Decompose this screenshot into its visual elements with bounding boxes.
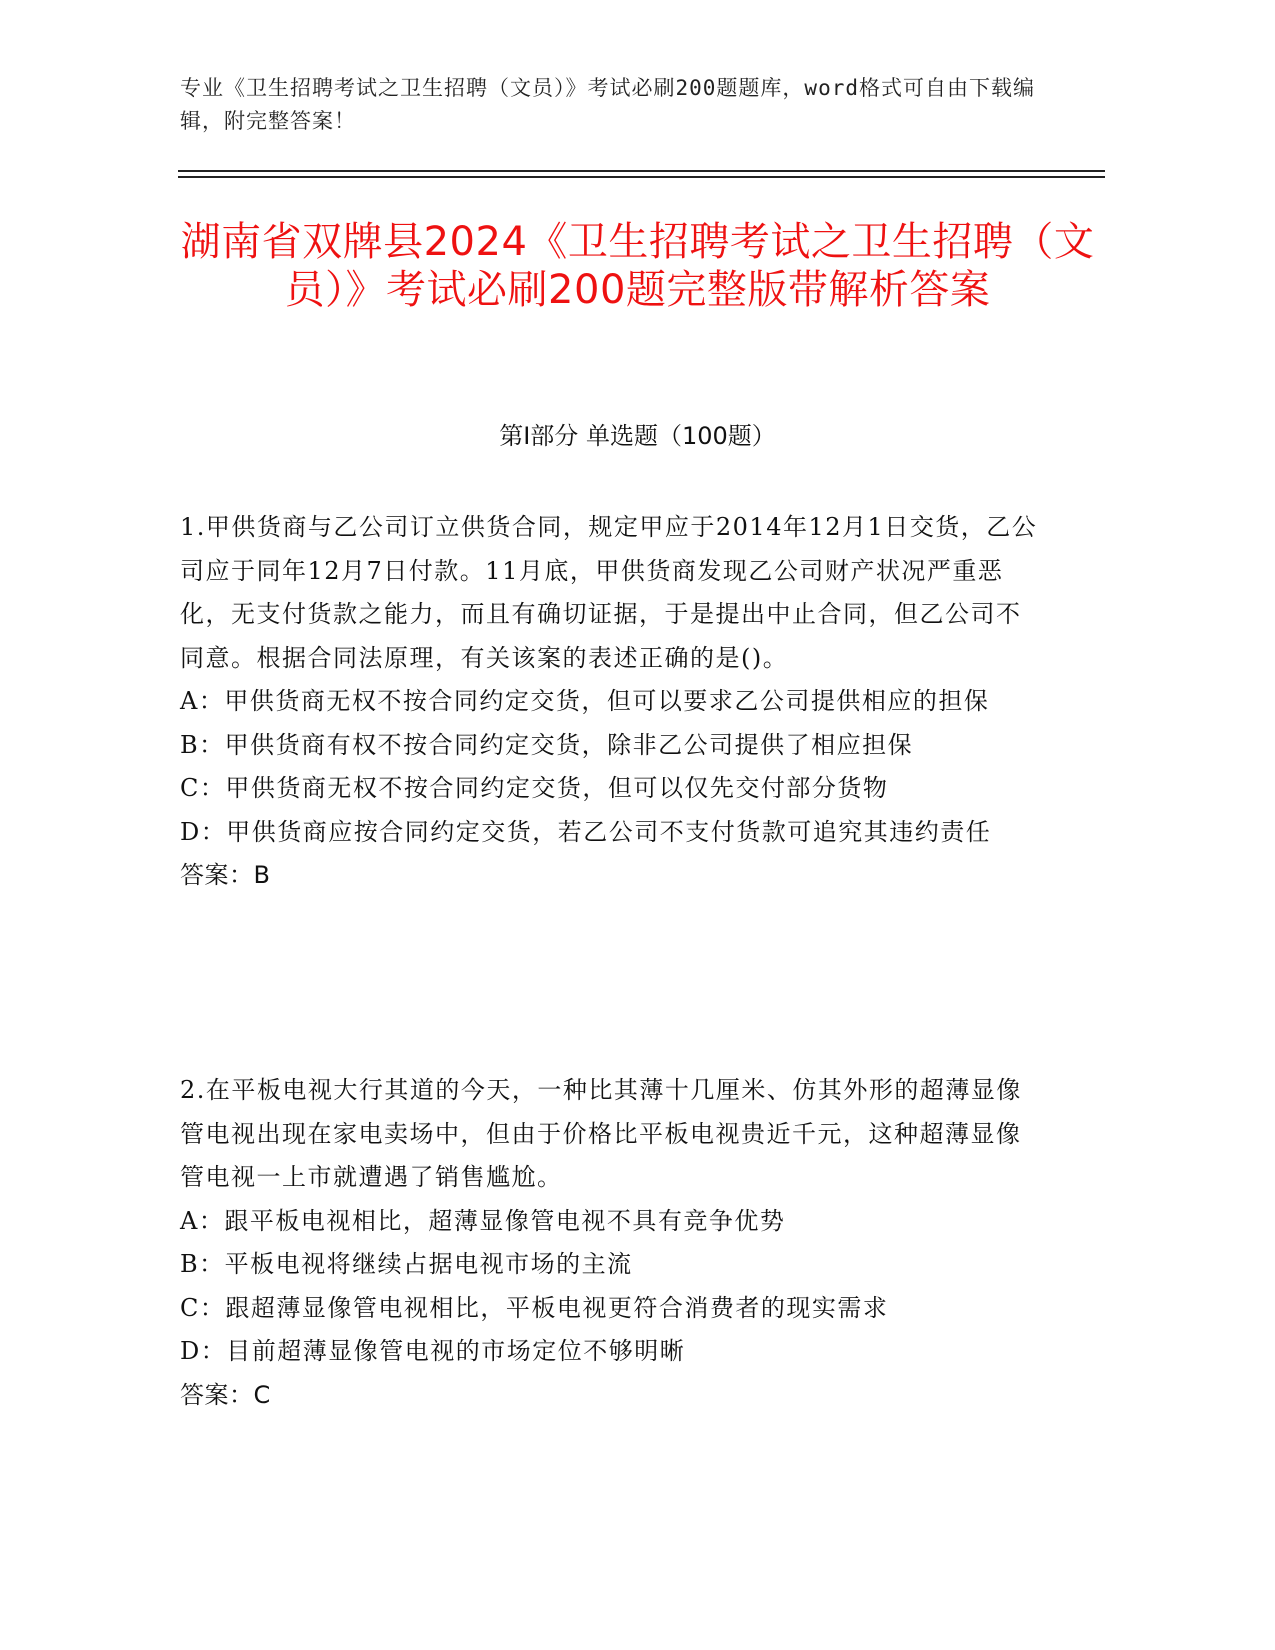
answer: 答案：C	[180, 1380, 271, 1409]
question-1	[180, 506, 1040, 898]
option-b: B：甲供货商有权不按合同约定交货，除非乙公司提供了相应担保	[180, 730, 914, 759]
header-note: 专业《卫生招聘考试之卫生招聘（文员）》考试必刷200题题库，word格式可自由下载编辑，附完整答案！	[180, 76, 1035, 133]
option-c: C：甲供货商无权不按合同约定交货，但可以仅先交付部分货物	[180, 774, 889, 802]
document-title: 湖南省双牌县2024《卫生招聘考试之卫生招聘（文员）》考试必刷200题完整版带解析答案	[180, 219, 1095, 313]
question-2	[180, 1069, 1040, 1417]
question-stem: 2.在平板电视大行其道的今天，一种比其薄十几厘米、仿其外形的超薄显像管电视出现在家电卖场中，但由于价格比平板电视贵近千元，这种超薄显像管电视一上市就遭遇了销售尴尬。	[180, 1076, 1022, 1191]
option-a: A：跟平板电视相比，超薄显像管电视不具有竞争优势	[180, 1206, 786, 1235]
option-d: D：目前超薄显像管电视的市场定位不够明晰	[180, 1337, 686, 1365]
option-d: D：甲供货商应按合同约定交货，若乙公司不支付货款可追究其违约责任	[180, 817, 992, 846]
answer: 答案：B	[180, 861, 271, 889]
section-title: 第Ⅰ部分 单选题（100题）	[499, 422, 776, 450]
question-stem: 1.甲供货商与乙公司订立供货合同，规定甲应于2014年12月1日交货，乙公司应于同年12月7日付款。11月底，甲供货商发现乙公司财产状况严重恶化，无支付货款之能力，而且有确切证据，于是提出中止合同，但乙公司不同意。根据合同法原理，有关该案的表述正确的是()。	[180, 513, 1038, 672]
option-a: A：甲供货商无权不按合同约定交货，但可以要求乙公司提供相应的担保	[180, 687, 990, 715]
option-c: C：跟超薄显像管电视相比，平板电视更符合消费者的现实需求	[180, 1293, 889, 1322]
option-b: B：平板电视将继续占据电视市场的主流	[180, 1250, 633, 1278]
header-divider-bottom	[178, 176, 1105, 178]
header-divider-top	[178, 170, 1105, 172]
